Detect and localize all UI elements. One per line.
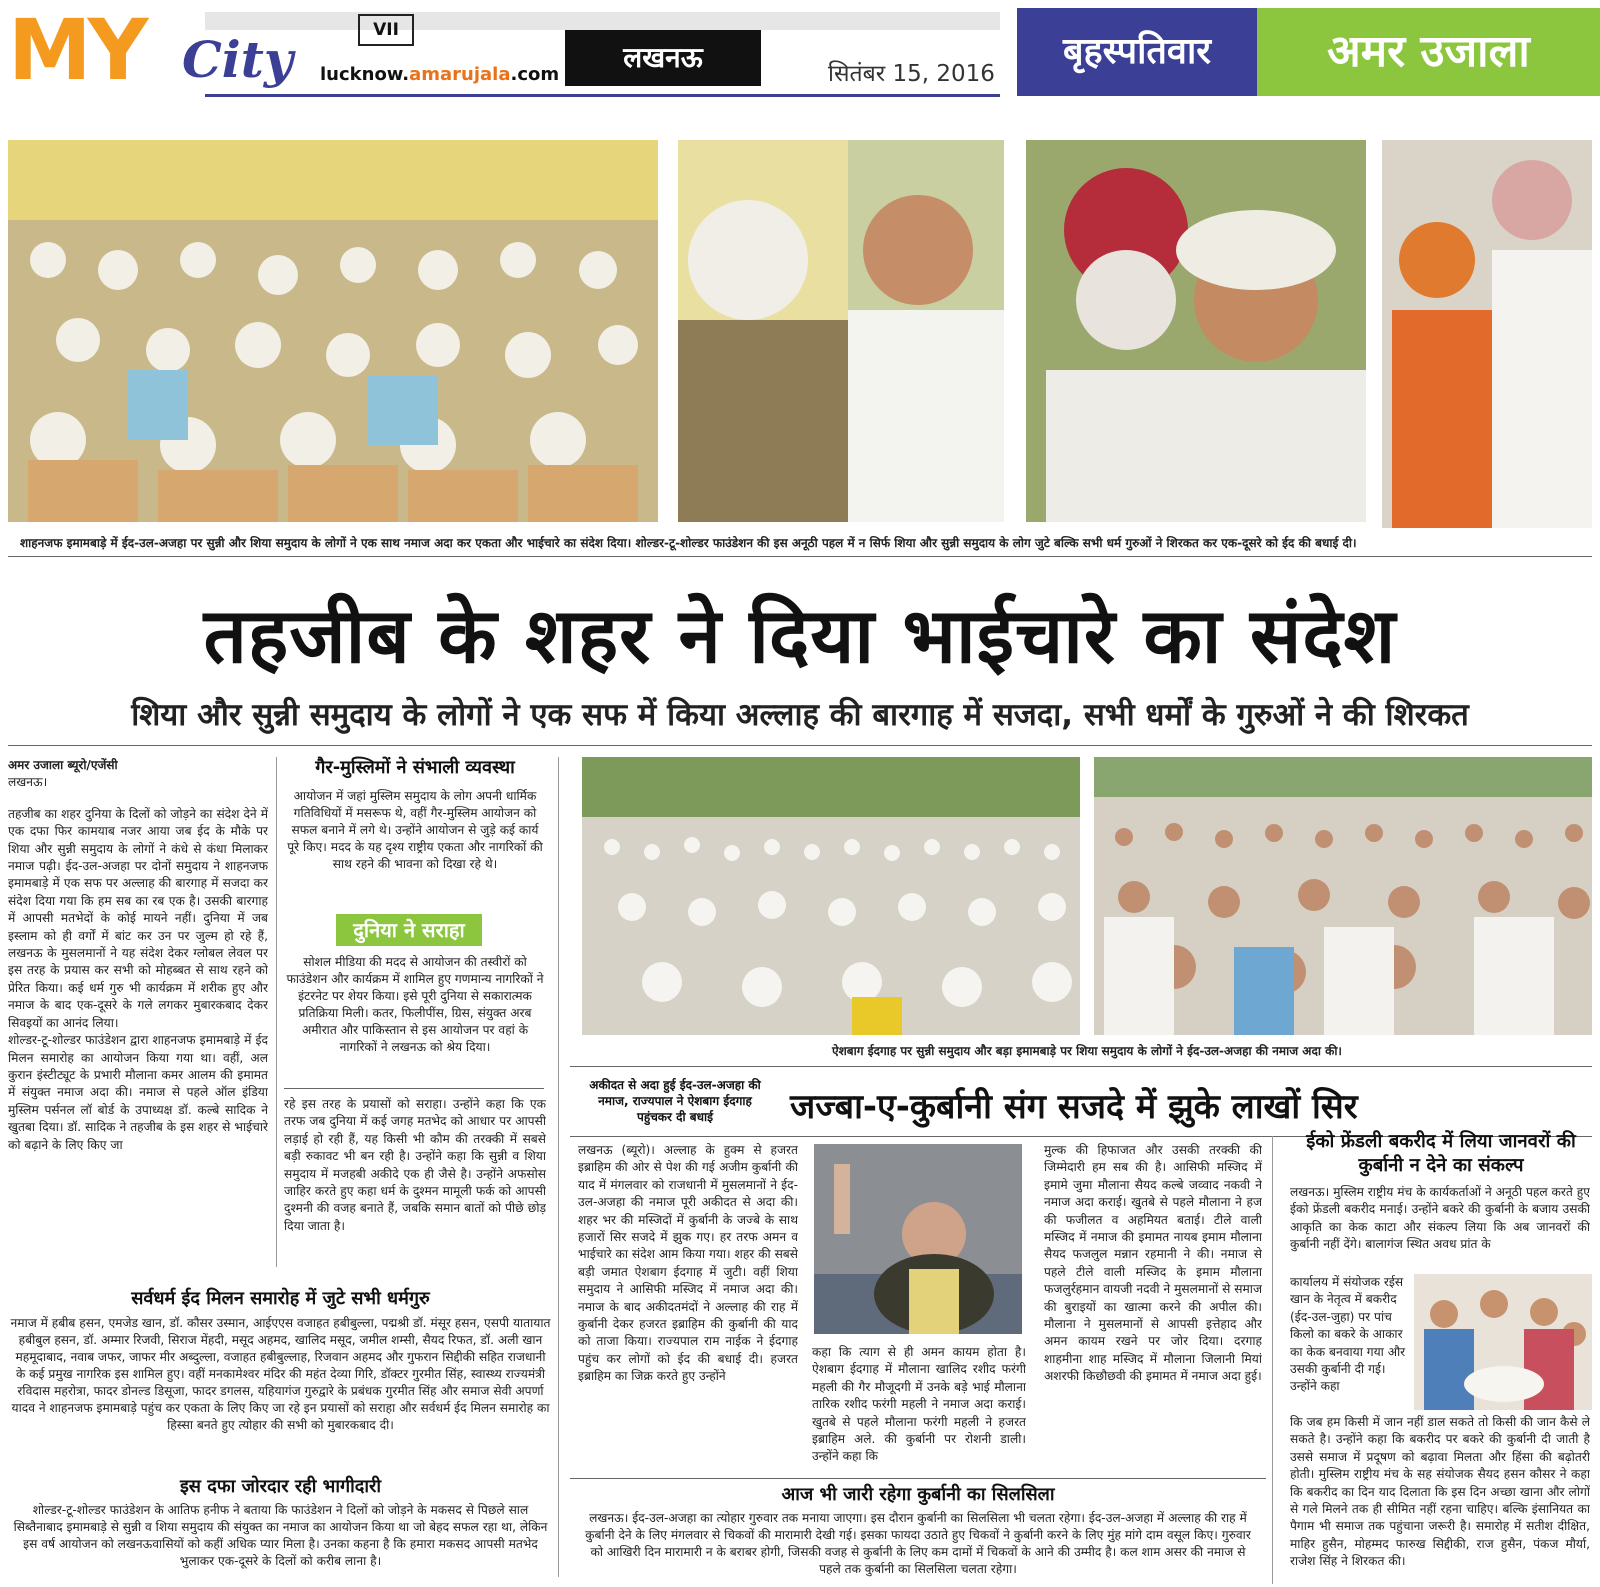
bhagidari-heading: इस दफा जोरदार रही भागीदारी [179, 1476, 382, 1497]
main-story-col-2 [284, 1096, 546, 1268]
url-accent: amarujala [409, 64, 511, 85]
photo-governor [814, 1144, 1022, 1334]
main-story-para: रहे इस तरह के प्रयासों को सराहा। उन्होंने कहा कि एक तरफ जब दुनिया में कई जगह मतभेद को आधार पर आपसी लड़ाई हो रही हैं, यह किसी भी कौम की तरक्की में सबसे बड़ी रुकावट भी बन रही है। उन्होंने कहा कि सुन्नी व शिया समुदाय में मजहबी अकीदे एक ही जैसे है। उन्होंने अफसोस जाहिर करते हुए कहा धर्म के दुश्मन मामूली फर्क को आपसी दुश्मनी की वजह बनाते हैं, जबकि समान बातों को पीछे छोड़ दिया जाता है। [284, 1097, 546, 1233]
issue-date: सितंबर 15, 2016 [828, 61, 995, 87]
kurbani-col-3: मुल्क की हिफाजत और उसकी तरक्की की जिम्मेदारी हम सब की है। आसिफी मस्जिद में इमामे जुमा मौलाना सैयद कल्बे जव्वाद नकवी ने नमाज अदा कराई। खुतबे से पहले मौलाना ने हज की फजीलत व अहमियत बताई। टीले वाली मस्जिद में नमाज की इमामत नायब इमाम मौलाना सैयद फजलुल मन्नान रहमानी ने की। नमाज से पहले टीले वाली मस्जिद के इमाम मौलाना फजलुर्रहमान वायजी नदवी ने मुसलमानों से समाज की बुराइयों का खात्मा करने की अपील की। मौलाना ने मुसलमानों से आपसी इत्तेहाद और अमन कायम रखने पर जोर दिया। दरगाह शाहमीना शाह मस्जिद में मौलाना जिलानी मियां अशरफी किछौछवी की इमामत में नमाज अदा हुई। [1044, 1143, 1262, 1384]
silsila-heading: आज भी जारी रहेगा कुर्बानी का सिलसिला [781, 1484, 1055, 1505]
city-tag: लखनऊ [565, 30, 761, 86]
kurbani-col-1: लखनऊ (ब्यूरो)। अल्लाह के हुक्म से हजरत इब्राहिम की ओर से पेश की गई अजीम कुर्बानी की याद में मंगलवार को राजधानी में मुसलमानों ने ईद-उल-अजहा की नमाज पूरी अकीदत से अदा की। शहर भर की मस्जिदों में कुर्बानी के जज्बे के साथ हजारों सिर सजदे में झुक गए। हर तरफ अमन व भाईचारे का संदेश आम किया गया। शहर की सबसे बड़ी जमात ऐशबाग ईदगाह में जुटी। वहीं शिया समुदाय ने आसिफी मस्जिद में नमाज अदा की। नमाज के बाद अकीदतमंदों ने अल्लाह की राह में कुर्बानी देकर हजरत इब्राहिम की कुर्बानी की याद को ताजा किया। राज्यपाल राम नाईक ने ईदगाह पहुंच कर लोगों को ईद की बधाई दी। हजरत इब्राहिम का जिक्र करते हुए उन्होंने [578, 1143, 798, 1384]
photo-embrace-2 [1026, 140, 1366, 522]
url-prefix: lucknow. [320, 64, 410, 85]
eco-body-wrap: कार्यालय में संयोजक रईस खान के नेतृत्व में बकरीद (ईद-उल-जुहा) पर पांच किलो का बकरे के आकार का केक बनवाया गया और उसकी कुर्बानी दी गई। उन्होंने कहा [1290, 1275, 1406, 1394]
divider [284, 1088, 544, 1089]
eco-body-bottom: कि जब हम किसी में जान नहीं डाल सकते तो किसी की जान कैसे ले सकते है। उन्होंने कहा कि बकरीद पर बकरे की कुर्बानी दी जाती है उससे समाज में प्रदूषण को बढ़ावा मिलता और हिंसा की बढ़ोतरी होती। मुस्लिम राष्ट्रीय मंच के सह संयोजक सैयद हसन कौसर ने कहा कि बकरीद का दिन याद दिलाता कि इस दिन अच्छा खाना और लोगों से गले मिलने तक ही सीमित नहीं रहना चाहिए। बल्कि इंसानियत का पैगाम भी समाज तक पहुंचाना जरूरी है। समारोह में सतीश दीक्षित, माहिर हुसैन, मोहम्मद फारुख सिद्दीकी, राज हुसैन, पंकज मौर्या, राजेश सिंह ने शिरकत की। [1290, 1415, 1590, 1569]
eco-heading: ईको फ्रेंडली बकरीद में लिया जानवरों की कुर्बानी न देने का संकल्प [1306, 1131, 1576, 1176]
sub-headline: शिया और सुन्नी समुदाय के लोगों ने एक सफ में किया अल्लाह की बारगाह में सजदा, सभी धर्मों के गुरुओं ने की शिरकत [131, 697, 1469, 733]
logo-city: City [182, 30, 293, 89]
divider [8, 745, 1592, 746]
photo-bada-imambara [1094, 757, 1592, 1035]
logo-my: MY [8, 1, 145, 99]
byline: अमर उजाला ब्यूरो/एजेंसी [8, 758, 118, 772]
bhagidari-body: शोल्डर-टू-शोल्डर फाउंडेशन के आतिफ हनीफ ने बताया कि फाउंडेशन ने दिलों को जोड़ने के मकसद से पिछले साल सिब्तैनाबाद इमामबाड़े से सुन्नी व शिया समुदाय की संयुक्त का नमाज का आयोजन किया था जो बेहद सफल रहा था, लेकिन इस वर्ष आयोजन को लखनऊवासियों को कहीं अधिक प्यार मिला है। उनका कहना है कि हमारा मकसद आपसी मतभेद भुलाकर एक-दूसरे के दिलों को करीब लाना है। [13, 1503, 548, 1568]
eco-body-top: लखनऊ। मुस्लिम राष्ट्रीय मंच के कार्यकर्ताओं ने अनूठी पहल करते हुए ईको फ्रेंडली बकरीद मनाई। उन्होंने बकरे की कुर्बानी के बजाय उसकी आकृति का केक काटा और संकल्प लिया कि अब जानवरों की कुर्बानी नहीं देंगे। बालागंज स्थित अवध प्रांत के [1290, 1185, 1590, 1252]
sarvadharm-body: नमाज में हबीब हसन, एमजेड खान, डॉ. कौसर उस्मान, आईएएस वजाहत हबीबुल्ला, पद्मश्री डॉ. मंसूर हसन, एसपी यातायात हबीबुल हसन, डॉ. अम्मार रिजवी, सिराज मेंहदी, मसूद अहमद, खालिद मसूद, जमील शम्सी, सैयद रिफत, डॉ. अली खान महमूदाबाद, नवाब जफर, जाफर मीर अब्दुल्ला, वजाहत हबीबुल्लाह, रिजवान अहमद और गुफरान सिद्दीकी सहित राजधानी के कई प्रमुख नागरिक इस शामिल हुए। वहीं मनकामेश्वर मंदिर की महंत देव्या गिरि, डॉक्टर गुरमीत सिंह, स्वास्थ्य राज्यमंत्री रविदास महरोत्रा, फादर डोनल्ड डिसूजा, फादर डगलस, यहियागंज गुरुद्वारे के प्रबंधक गुरमीत सिंह और समाज सेवी अपर्णा यादव ने शाहनजफ इमामबाड़े पहुंच कर एकता के लिए किए जा रहे इन प्रयासों को सराहा और सर्वधर्म ईद मिलन समारोह का हिस्सा बनते हुए त्योहार की सभी को मुबारकबाद दी। [10, 1316, 551, 1432]
photo-embrace-1 [678, 140, 1004, 522]
kurbani-col-2: कहा कि त्याग से ही अमन कायम होता है। ऐशबाग ईदगाह में मौलाना खालिद रशीद फरंगी महली की गैर मौजूदगी में उनके बड़े भाई मौलाना तारिक रशीद फरंगी महली ने नमाज अदा कराई। खुतबे से पहले मौलाना फरंगी महली ने हजरत इब्राहिम अले. की कुर्बानी पर रोशनी डाली। उन्होंने कहा कि [812, 1345, 1026, 1464]
weekday-tag: बृहस्पतिवार [1017, 8, 1257, 96]
divider [570, 1066, 1592, 1067]
inset-kicker: अकीदत से अदा हुई ईद-उल-अजहा की नमाज, राज्यपाल ने ऐशबाग ईदगाह पहुंचकर दी बधाई [589, 1078, 761, 1124]
masthead-bottom-rule [205, 94, 1000, 97]
column-rule [558, 757, 559, 1577]
main-story-para: तहजीब का शहर दुनिया के दिलों को जोड़ने का संदेश देने में एक दफा फिर कामयाब नजर आया जब ईद के मौके पर शिया और सुन्नी समुदाय के लोगों ने कंधे से कंधा मिलाकर नमाज पढ़ी। ईद-उल-अजहा पर दोनों समुदाय ने शाहनजफ इमामबाड़े में एक सफ पर अल्लाह की बारगाह में सजदा कर संदेश दिया गया कि हम सब का रब एक है। उसकी बारगाह में आपसी मतभेदों के कोई मायने नहीं। दुनिया में जब इस्लाम को ही वर्गों में बांट कर उन पर जुल्म हो रहे हैं, लखनऊ के मुसलमानों ने यह संदेश देकर ग्लोबल लेवल पर इस तरह के प्रयास कर सभी को मोहब्बत से साथ रहने को प्रेरित किया। कई धर्म गुरु भी कार्यक्रम में शरीक हुए और नमाज के बाद एक-दूसरे के गले लगकर मुबारकबाद देकर सिवइयों का आनंद लिया। [8, 806, 268, 1030]
page-number: VII [358, 14, 414, 46]
column-rule [1272, 1136, 1273, 1584]
main-story-para: शोल्डर-टू-शोल्डर फाउंडेशन द्वारा शाहनजफ इमामबाड़े में ईद मिलन समारोह का आयोजन किया गया था। वहीं, अल कुरान इंस्टीट्यूट के प्रभारी मौलाना कमर आलम की इमामत में संयुक्त नमाज अदा की। नमाज से पहले ऑल इंडिया मुस्लिम पर्सनल लॉ बोर्ड के उपाध्यक्ष डॉ. कल्बे सादिक ने खुतबा दिया। डॉ. सादिक ने तहजीब के इस शहर से भाईचारे को बढ़ाने के लिए किए जा [8, 1033, 268, 1152]
main-story-col-1 [8, 757, 268, 1267]
url-suffix: .com [510, 64, 560, 85]
photo-children-greeting [1382, 140, 1592, 528]
site-url[interactable] [320, 64, 559, 85]
box-saraha-body: सोशल मीडिया की मदद से आयोजन की तस्वीरों को फाउंडेशन और कार्यक्रम में शामिल हुए गणमान्य नागरिकों ने इंटरनेट पर शेयर किया। इसे पूरी दुनिया से सकारात्मक प्रतिक्रिया मिली। कतर, फिलीपींस, ग्रिस, संयुक्त अरब अमीरात और पाकिस्तान से इस आयोजन पर वहां के नागरिकों ने लखनऊ को श्रेय दिया। [286, 955, 544, 1054]
sarvadharm-heading: सर्वधर्म ईद मिलन समारोह में जुटे सभी धर्मगुरु [131, 1288, 430, 1309]
kurbani-heading: जज्बा-ए-कुर्बानी संग सजदे में झुके लाखों सिर [790, 1087, 1358, 1127]
divider [8, 556, 1592, 557]
box-vyavastha-body: आयोजन में जहां मुस्लिम समुदाय के लोग अपनी धार्मिक गतिविधियों में मसरूफ थे, वहीं गैर-मुस्लिम आयोजन को सफल बनाने में लगे थे। उन्होंने आयोजन से जुड़े कई कार्य पूरे किए। मदद के यह दृश्य राष्ट्रीय एकता और नागरिकों की साथ रहने की भावना को दिखा रहे थे। [287, 789, 543, 871]
column-rule [276, 757, 277, 1267]
dateline: लखनऊ। [8, 775, 48, 790]
photo-namaz-crowd [8, 140, 658, 522]
box-vyavastha-heading: गैर-मुस्लिमों ने संभाली व्यवस्था [315, 757, 515, 778]
divider [570, 1478, 1266, 1479]
top-photo-caption: शाहनजफ इमामबाड़े में ईद-उल-अजहा पर सुन्नी और शिया समुदाय के लोगों ने एक साथ नमाज अदा कर एकता और भाईचारे का संदेश दिया। शोल्डर-टू-शोल्डर फाउंडेशन की इस अनूठी पहल में न सिर्फ शिया और सुन्नी समुदाय के लोग जुटे बल्कि सभी धर्म गुरुओं ने शिरकत कर एक-दूसरे को ईद की बधाई दी। [20, 536, 1357, 550]
masthead-top-rule [205, 12, 1000, 30]
box-saraha-heading: दुनिया ने सराहा [336, 914, 482, 946]
photo-eco-cake [1414, 1274, 1592, 1410]
photo-aishbagh-idgah [582, 757, 1080, 1035]
main-headline: तहजीब के शहर ने दिया भाईचारे का संदेश [203, 591, 1397, 680]
silsila-body: लखनऊ। ईद-उल-अजहा का त्योहार गुरुवार तक मनाया जाएगा। इस दौरान कुर्बानी का सिलसिला भी चलता रहेगा। ईद-उल-अजहा में अल्लाह की राह में कुर्बानी देने के लिए मंगलवार से चिकवों की मारामारी देखी गई। इसका फायदा उठाते हुए चिकवों ने कुर्बानी करने के लिए मुंह मांगे दाम वसूल किए। गुरुवार को आखिरी दिन मारामारी न के बराबर होगी, जिसकी वजह से कुर्बानी के लिए कम दामों में चिकवों के आने की उम्मीद है। कल शाम असर की नमाज से पहले तक कुर्बानी का सिलसिला चलता रहेगा। [585, 1511, 1251, 1576]
mid-photo-caption: ऐशबाग ईदगाह पर सुन्नी समुदाय और बड़ा इमामबाड़े पर शिया समुदाय के लोगों ने ईद-उल-अजहा की नमाज अदा की। [832, 1044, 1342, 1058]
paper-name-tag: अमर उजाला [1257, 8, 1600, 96]
